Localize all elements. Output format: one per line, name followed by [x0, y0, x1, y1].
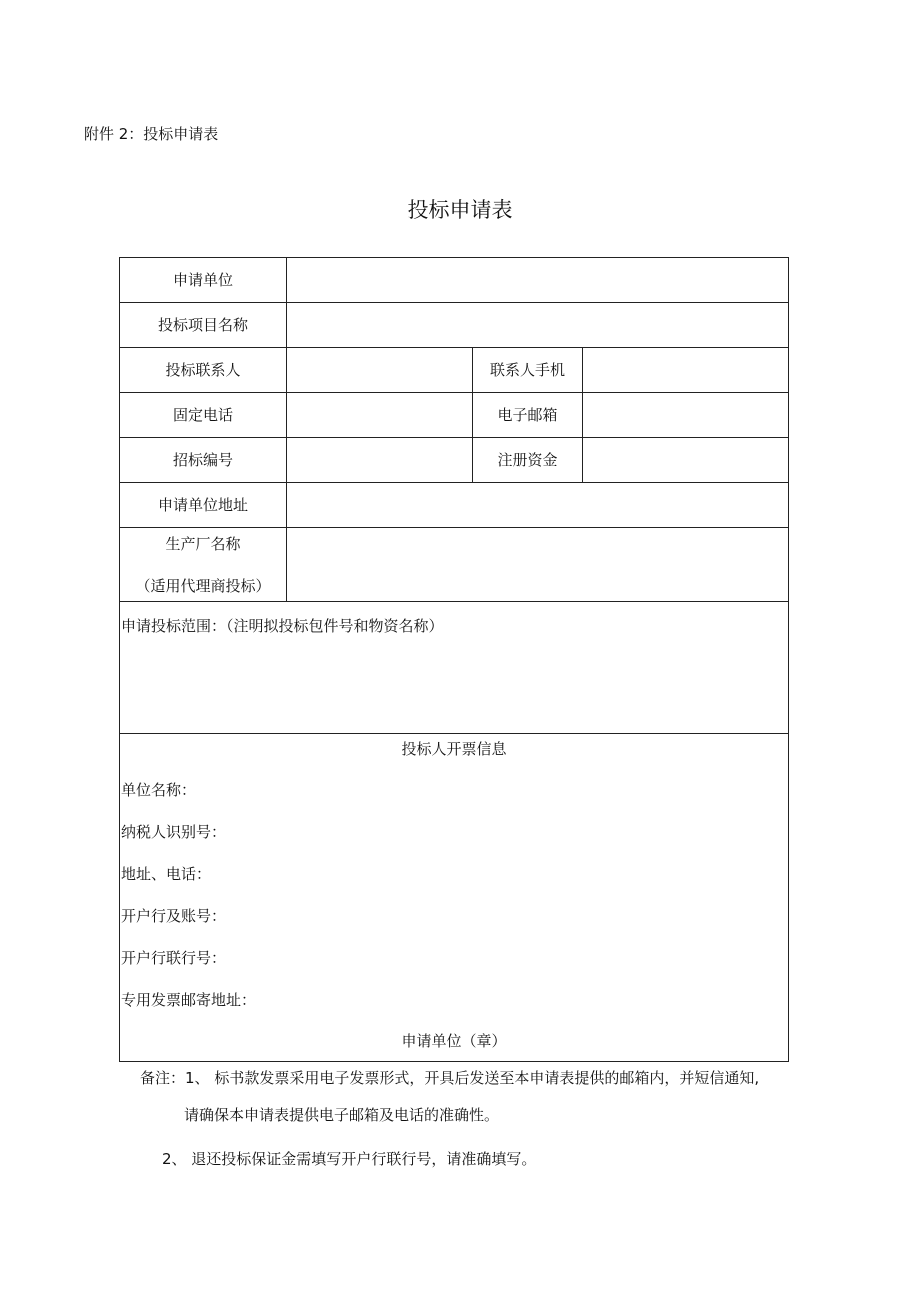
manufacturer-label-line2: （适用代理商投标）: [135, 577, 271, 595]
tender-number-field[interactable]: [287, 438, 473, 482]
form-row-tender-capital: [120, 438, 788, 483]
page-title: 投标申请表: [407, 198, 513, 222]
invoice-info-section: [120, 734, 788, 1061]
notes-item1-line2: 请确保本申请表提供电子邮箱及电话的准确性。: [184, 1106, 500, 1124]
contact-mobile-field[interactable]: [583, 348, 788, 392]
landline-field[interactable]: [287, 393, 473, 437]
application-form: [119, 257, 789, 1062]
bid-scope-area[interactable]: [120, 602, 788, 734]
applicant-label: 申请单位: [120, 258, 287, 302]
form-row-project-name: [120, 303, 788, 348]
invoice-company-name: 单位名称：: [121, 781, 197, 799]
form-row-contact: [120, 348, 788, 393]
form-row-manufacturer: [120, 528, 788, 602]
notes-item1-line1: [140, 1068, 759, 1088]
attachment-label: 附件 2：投标申请表: [84, 125, 219, 143]
notes-item1-text: 1、 标书款发票采用电子发票形式，开具后发送至本申请表提供的邮箱内，并短信通知,: [185, 1069, 760, 1087]
project-name-label: 投标项目名称: [120, 303, 287, 347]
form-row-phone-email: [120, 393, 788, 438]
form-row-applicant: [120, 258, 788, 303]
contact-person-field[interactable]: [287, 348, 473, 392]
invoice-heading: 投标人开票信息: [401, 740, 507, 758]
registered-capital-label: 注册资金: [473, 438, 583, 482]
project-name-field[interactable]: [287, 303, 788, 347]
bid-scope-label: 申请投标范围：（注明拟投标包件号和物资名称）: [121, 617, 444, 635]
email-label: 电子邮箱: [473, 393, 583, 437]
contact-person-label: 投标联系人: [120, 348, 287, 392]
invoice-bank-account: 开户行及账号：: [121, 907, 227, 925]
invoice-bank-code: 开户行联行号：: [121, 949, 227, 967]
invoice-taxpayer-id: 纳税人识别号：: [121, 823, 227, 841]
notes-prefix: 备注：: [140, 1069, 186, 1087]
form-row-address: [120, 483, 788, 528]
manufacturer-field[interactable]: [287, 528, 788, 601]
applicant-field[interactable]: [287, 258, 788, 302]
manufacturer-label: [120, 528, 287, 601]
applicant-seal: 申请单位（章）: [401, 1032, 507, 1050]
email-field[interactable]: [583, 393, 788, 437]
registered-capital-field[interactable]: [583, 438, 788, 482]
applicant-address-label: 申请单位地址: [120, 483, 287, 527]
landline-label: 固定电话: [120, 393, 287, 437]
invoice-address-phone: 地址、电话：: [121, 865, 212, 883]
contact-mobile-label: 联系人手机: [473, 348, 583, 392]
applicant-address-field[interactable]: [287, 483, 788, 527]
manufacturer-label-line1: 生产厂名称: [165, 535, 241, 553]
tender-number-label: 招标编号: [120, 438, 287, 482]
notes-item2: 2、 退还投标保证金需填写开户行联行号，请准确填写。: [162, 1150, 537, 1168]
invoice-mailing-address: 专用发票邮寄地址：: [121, 991, 257, 1009]
